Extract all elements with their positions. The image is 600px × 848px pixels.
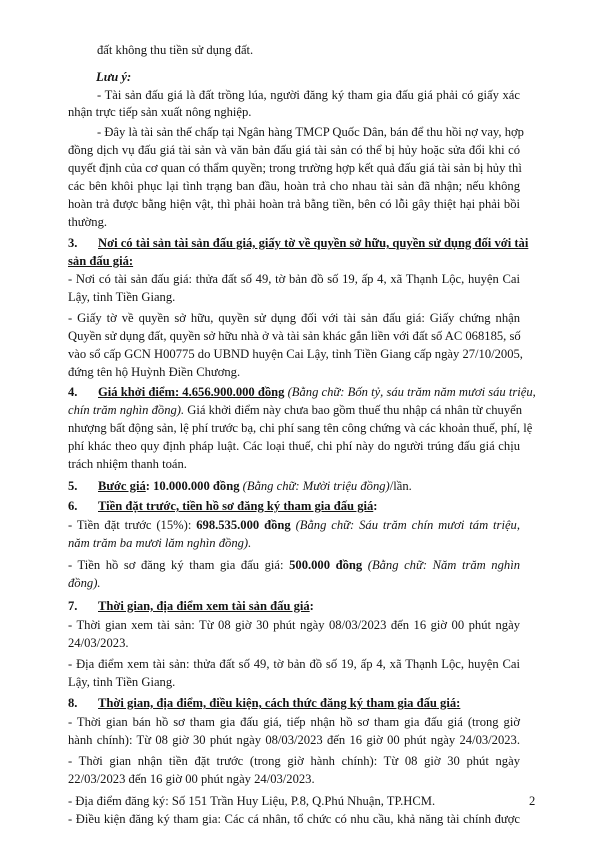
deposit-prefix: - Tiền đặt trước (15%): xyxy=(68,518,197,532)
note-p1-line1: - Tài sản đấu giá là đất trồng lúa, người đăng ký tham gia đấu giá phải có giấy xác xyxy=(97,88,520,102)
section-3-p2-line2: Quyền sử dụng đất, quyền sở hữu nhà ở và tài sản khác gắn liền với đất số AC 068185, số xyxy=(68,329,521,343)
deposit-words: (Bằng chữ: Sáu trăm chín mươi tám triệu, xyxy=(290,518,520,532)
section-8-p2-line1: - Thời gian nhận tiền đặt trước (trong giờ hành chính): Từ 08 giờ 30 phút ngày xyxy=(68,754,520,768)
note-p1-line2: nhận trực tiếp sản xuất nông nghiệp. xyxy=(68,105,252,119)
section-7-p2-line1: - Địa điểm xem tài sản: thửa đất số 49, tờ bản đồ số 19, ấp 4, xã Thạnh Lộc, huyện Cai xyxy=(68,657,520,671)
note-p2-line1: - Đây là tài sản thế chấp tại Ngân hàng TMCP Quốc Dân, bán để thu hồi nợ vay, hợp xyxy=(97,125,524,139)
section-5-line xyxy=(98,478,412,494)
page-number: 2 xyxy=(529,794,536,808)
section-7-p1-line1: - Thời gian xem tài sản: Từ 08 giờ 30 phút ngày 08/03/2023 đến 16 giờ 00 phút ngày xyxy=(68,618,520,632)
section-8-p1-line2: hành chính): Từ 08 giờ 30 phút ngày 08/03/2023 đến 16 giờ 00 phút ngày 24/03/2023. xyxy=(68,733,520,747)
section-7-title-text: Thời gian, địa điểm xem tài sản đấu giá xyxy=(98,599,310,613)
section-3-number: 3. xyxy=(68,236,78,250)
section-6-number: 6. xyxy=(68,499,78,513)
section-4-line5: trách nhiệm thanh toán. xyxy=(68,457,187,471)
section-3-p2-line4: đứng tên hộ Huỳnh Điền Chương. xyxy=(68,365,241,379)
starting-price-label: Giá khởi điểm: 4.656.900.000 đồng xyxy=(98,385,285,399)
section-7-p2-line2: Lậy, tỉnh Tiền Giang. xyxy=(68,675,176,689)
section-4-line2 xyxy=(68,402,523,418)
section-8-title: Thời gian, địa điểm, điều kiện, cách thức đăng ký tham gia đấu giá: xyxy=(98,696,461,710)
dossier-fee-line2: đồng). xyxy=(68,576,101,590)
section-3-title-line1: Nơi có tài sản tài sản đấu giá, giấy tờ về quyền sở hữu, quyền sử dụng đối với tài xyxy=(98,236,529,250)
bid-step-label: Bước giá xyxy=(98,479,146,493)
section-3-p1-line1: - Nơi có tài sản đấu giá: thửa đất số 49, tờ bản đồ số 19, ấp 4, xã Thạnh Lộc, huyện Cai xyxy=(68,272,520,286)
note-p2-line3: quyết định của cơ quan có thẩm quyền; trong trường hợp kết quả đấu giá tài sản bị hủy thì xyxy=(68,161,522,175)
section-7-p1-line2: 24/03/2023. xyxy=(68,636,129,650)
deposit-value: 698.535.000 đồng xyxy=(196,518,291,532)
continuation-line: đất không thu tiền sử dụng đất. xyxy=(97,43,254,57)
section-7-number: 7. xyxy=(68,599,78,613)
starting-price-note: Giá khởi điểm này chưa bao gồm thuế thu nhập cá nhân từ chuyển xyxy=(184,403,523,417)
bid-step-tail: /lần. xyxy=(389,479,412,493)
section-5-number: 5. xyxy=(68,479,78,493)
starting-price-words: (Bằng chữ: Bốn tỷ, sáu trăm năm mươi sáu triệu, xyxy=(284,385,536,399)
note-heading: Lưu ý: xyxy=(96,70,132,84)
section-7-title-colon: : xyxy=(309,599,314,613)
section-3-p1-line2: Lậy, tỉnh Tiền Giang. xyxy=(68,290,176,304)
starting-price-words-cont: chín trăm nghìn đồng). xyxy=(68,403,185,417)
section-3-p2-line1: - Giấy tờ về quyền sở hữu, quyền sử dụng đối với tài sản đấu giá: Giấy chứng nhận xyxy=(68,311,520,325)
section-8-p4: - Điều kiện đăng ký tham gia: Các cá nhân, tổ chức có nhu cầu, khả năng tài chính được xyxy=(68,812,520,826)
section-8-p1-line1: - Thời gian bán hồ sơ tham gia đấu giá, tiếp nhận hồ sơ tham gia đấu giá (trong giờ xyxy=(68,715,520,729)
note-p2-line5: hoàn trả được bằng hiện vật, thì phải hoàn trả bằng tiền, bên có lỗi gây thiệt hại phải bồi xyxy=(68,197,520,211)
deposit-line1 xyxy=(68,517,520,533)
dossier-fee-value: 500.000 đồng xyxy=(289,558,363,572)
section-7-title xyxy=(98,598,314,614)
note-p2-line6: thường. xyxy=(68,215,108,229)
bid-step-words: (Bằng chữ: Mười triệu đồng) xyxy=(239,479,390,493)
note-p2-line4: các bên khôi phục lại tình trạng ban đầu, hoàn trả cho nhau tài sản đã nhận; nếu không xyxy=(68,179,520,193)
section-6-title xyxy=(98,498,378,514)
section-4-line4: phí khác theo quy định pháp luật. Các loại thuế, chi phí này do người trúng đấu giá chịu xyxy=(68,439,520,453)
deposit-line2: năm trăm ba mươi lăm nghìn đồng). xyxy=(68,536,252,550)
note-p2-line2: đồng dịch vụ đấu giá tài sản và văn bản đấu giá tài sản có thể bị hủy hoặc sửa đổi khi có xyxy=(68,143,520,157)
section-8-p3: - Địa điểm đăng ký: Số 151 Trần Huy Liệu, P.8, Q.Phú Nhuận, TP.HCM. xyxy=(68,794,436,808)
section-8-p2-line2: 22/03/2023 đến 16 giờ 00 phút ngày 24/03/2023. xyxy=(68,772,315,786)
section-6-title-colon: : xyxy=(373,499,378,513)
dossier-fee-words: (Bằng chữ: Năm trăm nghìn xyxy=(362,558,520,572)
section-8-number: 8. xyxy=(68,696,78,710)
section-4-line1 xyxy=(98,384,536,400)
dossier-fee-line1 xyxy=(68,557,520,573)
section-6-title-text: Tiền đặt trước, tiền hồ sơ đăng ký tham gia đấu giá xyxy=(98,499,374,513)
section-3-p2-line3: vào sổ cấp GCN H00775 do UBND huyện Cai Lậy, tỉnh Tiền Giang cấp ngày 27/10/2005, xyxy=(68,347,523,361)
bid-step-value: : 10.000.000 đồng xyxy=(145,479,240,493)
dossier-fee-prefix: - Tiền hồ sơ đăng ký tham gia đấu giá: xyxy=(68,558,290,572)
section-4-line3: nhượng bất động sản, lệ phí trước bạ, chi phí sang tên công chứng và các khoản thuế, phí, lệ xyxy=(68,421,533,435)
section-3-title-line2: sản đấu giá: xyxy=(68,254,134,268)
section-4-number: 4. xyxy=(68,385,78,399)
